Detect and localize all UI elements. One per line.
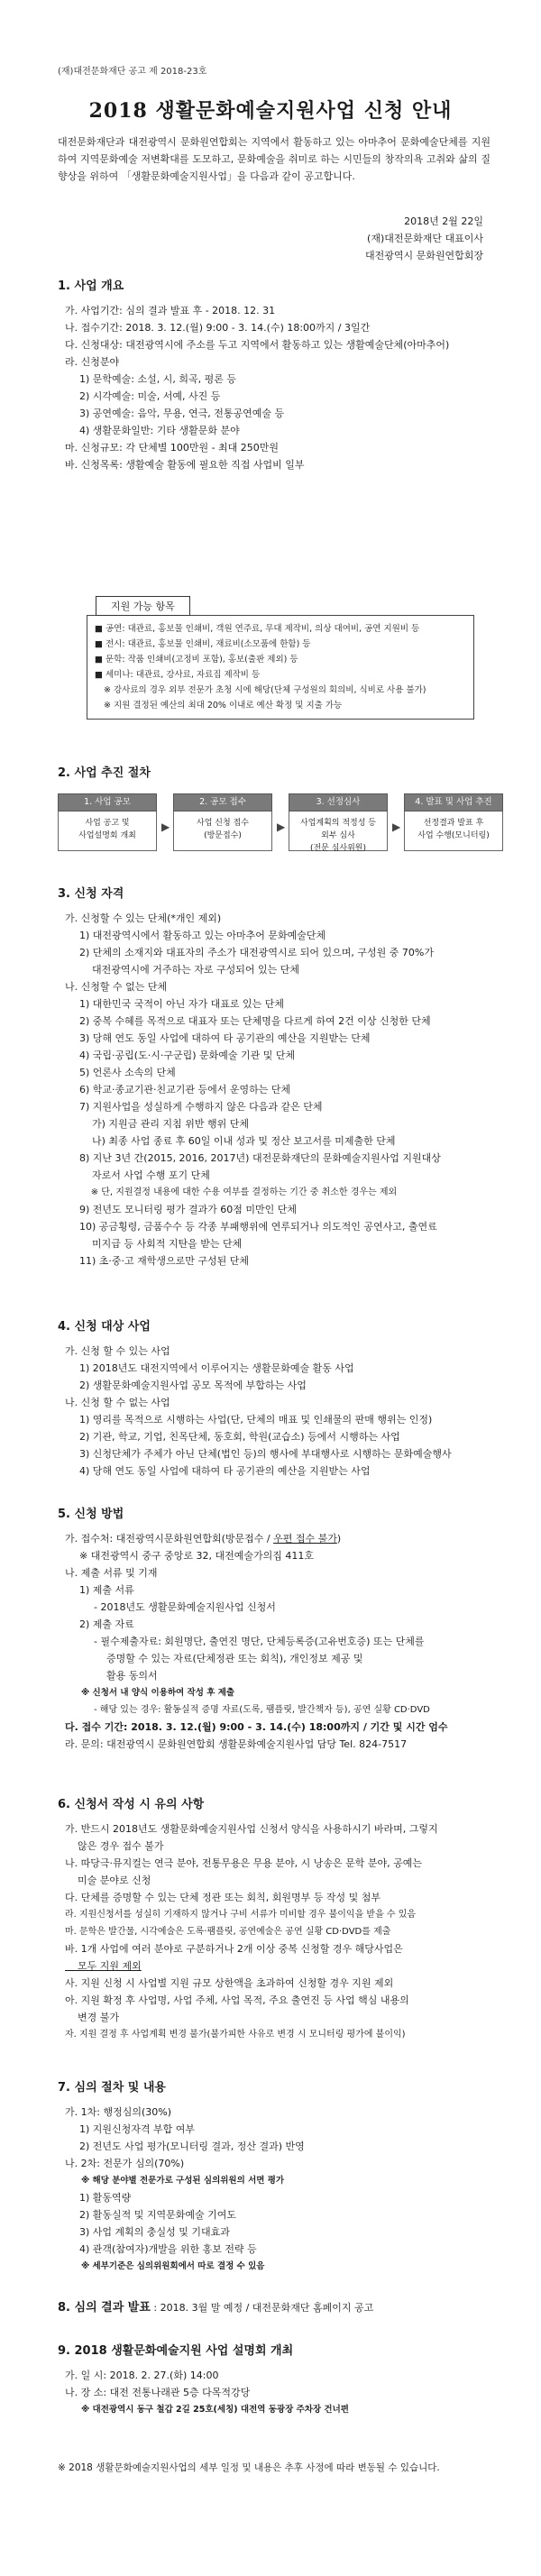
- list-item: 5) 언론사 소속의 단체: [79, 1067, 176, 1078]
- support-items-box: [87, 595, 474, 720]
- section-title: 4. 신청 대상 사업: [58, 1320, 151, 1334]
- support-items-list: [87, 615, 474, 720]
- step-body: 사업 공고 및 사업설명회 개최: [58, 811, 157, 851]
- list-item: ■ 세미나: 대관료, 강사료, 자료집 제작비 등: [95, 670, 261, 680]
- list-item: ■ 문학: 작품 인쇄비(고정비 포함), 홍보(출판 제외) 등: [95, 655, 298, 665]
- section-cautions: [58, 1796, 500, 2043]
- list-item: 가. 신청 할 수 있는 사업: [65, 1345, 170, 1357]
- list-item: 1) 영리를 목적으로 시행하는 사업(단, 단체의 매표 및 인쇄물의 판매 행위는 인정): [79, 1414, 433, 1426]
- list-item: 4) 생활문화일반: 기타 생활문화 분야: [79, 425, 240, 436]
- list-item: 바. 1개 사업에 여러 분야로 구분하거나 2개 이상 중복 신청할 경우 해당사업은: [65, 1943, 403, 1955]
- list-item: 2) 중복 수혜를 목적으로 대표자 또는 단체명을 다르게 하여 2건 이상 신청한 단체: [79, 1015, 431, 1027]
- list-item: 증명할 수 있는 자료(단체정관 또는 회칙), 개인정보 제공 및: [94, 1653, 363, 1664]
- list-item: 3) 사업 계획의 충실성 및 기대효과: [79, 2226, 230, 2238]
- list-item: 나. 2차: 전문가 심의(70%): [65, 2158, 185, 2169]
- list-item: 다. 단체를 증명할 수 있는 단체 정관 또는 회칙, 회원명부 등 작성 및 첨부: [65, 1892, 381, 1903]
- list-item: 가) 지원금 관리 지침 위반 행위 단체: [79, 1118, 250, 1130]
- list-item: 2) 생활문화예술지원사업 공모 목적에 부합하는 사업: [79, 1380, 307, 1391]
- list-item: 2) 시각예술: 미술, 서예, 사진 등: [79, 390, 221, 402]
- footer-note: ※ 2018 생활문화예술지원사업의 세부 일정 및 내용은 추후 사정에 따라 변동될 수 있습니다.: [58, 2462, 440, 2473]
- list-item: 나. 제출 서류 및 기재: [65, 1567, 158, 1579]
- list-item: 가. 반드시 2018년도 생활문화예술지원사업 신청서 양식을 사용하시기 바라며, 그렇지: [65, 1823, 438, 1835]
- list-item: 나. 따당극·뮤지컬는 연극 분야, 전통무용은 무용 분야, 시 낭송은 문학 분야, 공예는: [65, 1857, 422, 1869]
- intro-paragraph: 대전문화재단과 대전광역시 문화원연합회는 지역에서 활동하고 있는 아마추어 문화예술단체를 지원하여 지역문화예술 저변확대를 도모하고, 문화예술을 취미로 하는 시민들의 창작의욕 고취와 삶의 질 향상을 위하여 「생활문화예술지원사업」을 다음과 같이 공고합니다.: [58, 136, 491, 182]
- list-item: 1) 활동역량: [79, 2192, 132, 2204]
- step-header: 2. 공모 접수: [173, 793, 272, 811]
- list-item: 2) 단체의 소재지와 대표자의 주소가 대전광역시로 되어 있으며, 구성원 중 70%가: [79, 947, 434, 958]
- list-item: 모두 지원 제외: [65, 1960, 142, 1972]
- list-item: - 해당 있는 경우: 활동실적 증명 자료(도록, 팸플릿, 발간책자 등), 공연 실황 CD·DVD: [94, 1705, 430, 1715]
- page-title: 2018 생활문화예술지원사업 신청 안내: [88, 99, 453, 123]
- list-item: 2) 활동실적 및 지역문화예술 기여도: [79, 2209, 237, 2221]
- list-item: 2) 제출 자료: [79, 1618, 134, 1630]
- section-briefing: [58, 2342, 500, 2418]
- review-note: ※ 세부기준은 심의위원회에서 따로 결정 수 있음: [81, 2261, 265, 2271]
- section-title: 9. 2018 생활문화예술지원 사업 설명회 개최: [58, 2344, 294, 2358]
- contact-info: 라. 문의: 대전광역시 문화원연합회 생활문화예술지원사업 담당 Tel. 824-7517: [65, 1738, 408, 1750]
- section-title: 8. 심의 결과 발표: [58, 2301, 151, 2315]
- support-box-tag: 지원 가능 항목: [96, 596, 190, 616]
- list-item: 1) 문학예술: 소설, 시, 희곡, 평론 등: [79, 373, 236, 385]
- list-item: ※ 강사료의 경우 외부 전문가 초청 시에 해당(단체 구성원의 회의비, 식비로 사용 불가): [104, 685, 426, 695]
- list-item: - 2018년도 생활문화예술지원사업 신청서: [94, 1601, 276, 1613]
- step-header: 1. 사업 공모: [58, 793, 157, 811]
- list-item: 대전광역시에 거주하는 자로 구성되어 있는 단체: [79, 964, 300, 976]
- section-title: 2. 사업 추진 절차: [58, 766, 151, 780]
- list-item: 나. 장 소: 대전 전통나래관 5층 다목적강당: [65, 2387, 251, 2398]
- paren-close: ): [336, 1533, 342, 1545]
- section-application-method: [58, 1506, 500, 1753]
- list-item: 3) 신청단체가 주체가 아닌 단체(법인 등)의 행사에 부대행사로 시행하는 문화예술행사: [79, 1448, 452, 1460]
- step-header: 3. 선정심사: [289, 793, 388, 811]
- section-review: [58, 2079, 500, 2275]
- list-item: 미지급 등 사회적 지탄을 받는 단체: [79, 1238, 243, 1250]
- list-item: 1) 제출 서류: [79, 1584, 134, 1596]
- list-item: - 필수제출자료: 회원명단, 출연진 명단, 단체등록증(고유번호증) 또는 단체를: [94, 1636, 425, 1647]
- list-item: 마. 신청규모: 각 단체별 100만원 - 최대 250만원: [65, 442, 280, 454]
- submission-place: 가. 접수처: 대전광역시문화원연합회(방문접수 /: [65, 1533, 274, 1545]
- section-title: 1. 사업 개요: [58, 280, 124, 293]
- list-item: 바. 신청목록: 생활예술 활동에 필요한 직접 사업비 일부: [65, 459, 305, 471]
- issuer-org-2: 대전광역시 문화원연합회장: [364, 250, 483, 261]
- list-item: 3) 당해 연도 동일 사업에 대하여 타 공기관의 예산을 지원받는 단체: [79, 1032, 371, 1044]
- list-item: 3) 공연예술: 음악, 무용, 연극, 전통공연예술 등: [79, 408, 285, 419]
- address-note: ※ 대전광역시 중구 중앙로 32, 대전예술가의집 411호: [79, 1550, 314, 1562]
- list-item: 11) 초·중·고 재학생으로만 구성된 단체: [79, 1255, 250, 1267]
- venue-note: ※ 대전광역시 동구 철갑 2길 25호(세칭) 대전역 동광장 주차장 건너편: [81, 2405, 349, 2415]
- list-item: 라. 신청분야: [65, 356, 120, 368]
- notice-date: 2018년 2월 22일: [404, 215, 483, 227]
- section-eligible-projects: [58, 1318, 500, 1480]
- section-title: 3. 신청 자격: [58, 887, 124, 901]
- list-item: ■ 전시: 대관료, 홍보물 인쇄비, 재료비(소모품에 한함) 등: [95, 639, 311, 649]
- submission-period: 다. 접수 기간: 2018. 3. 12.(월) 9:00 - 3. 14.(수) 18:00까지 / 기간 및 시간 엄수: [65, 1721, 448, 1733]
- list-item: 1) 대전광역시에서 활동하고 있는 아마추어 문화예술단체: [79, 930, 326, 941]
- list-item: ■ 공연: 대관료, 홍보물 인쇄비, 객원 연주료, 무대 제작비, 의상 대여비, 공연 지원비 등: [95, 624, 420, 634]
- section-overview: [58, 278, 500, 473]
- list-item: 1) 지원신청자격 부합 여부: [79, 2123, 196, 2135]
- document-code: (재)대전문화재단 공고 제 2018-23호: [58, 67, 207, 77]
- step-header: 4. 발표 및 사업 추진: [404, 793, 503, 811]
- list-item: ※ 단, 지원결정 내용에 대한 수용 여부를 결정하는 기간 중 취소한 경우는 제외: [79, 1187, 398, 1197]
- list-item: 가. 일 시: 2018. 2. 27.(화) 14:00: [65, 2370, 219, 2381]
- list-item: 1) 대한민국 국적이 아닌 자가 대표로 있는 단체: [79, 998, 285, 1010]
- section-result: [58, 2299, 500, 2316]
- result-announcement: : 2018. 3월 말 예정 / 대전문화재단 홈페이지 공고: [153, 2302, 374, 2314]
- list-item: 가. 사업기간: 심의 결과 발표 후 - 2018. 12. 31: [65, 305, 276, 316]
- list-item: 아. 지원 확정 후 사업명, 사업 주체, 사업 목적, 주요 출연진 등 사업 핵심 내용의: [65, 1994, 409, 2006]
- list-item: 미술 분야로 신청: [65, 1875, 151, 1886]
- review-note: ※ 해당 분야별 전문가로 구성된 심의위원의 서면 평가: [81, 2176, 285, 2186]
- list-item: 가. 1차: 행정심의(30%): [65, 2106, 171, 2118]
- issuer-org-1: (재)대전문화재단 대표이사: [367, 233, 483, 244]
- list-item: 사. 지원 신청 시 사업별 지원 규모 상한액을 초과하여 신청할 경우 지원 제외: [65, 1977, 394, 1989]
- process-steps: [58, 793, 500, 866]
- process-step: [289, 793, 388, 851]
- list-item: 나. 신청 할 수 없는 사업: [65, 1397, 170, 1408]
- arrow-right-icon: ▶: [161, 820, 170, 833]
- section-title: 7. 심의 절차 및 내용: [58, 2081, 166, 2095]
- list-item: 나) 최종 사업 종료 후 60일 이내 성과 및 정산 보고서를 미제출한 단체: [79, 1135, 396, 1147]
- section-eligibility: [58, 885, 500, 1270]
- list-item: 7) 지원사업을 성실하게 수행하지 않은 다음과 같은 단체: [79, 1101, 323, 1113]
- no-mail-notice: 우편 접수 불가: [273, 1533, 337, 1545]
- section-title: 5. 신청 방법: [58, 1508, 124, 1521]
- arrow-right-icon: ▶: [277, 820, 286, 833]
- list-item: 가. 신청할 수 있는 단체(*개인 제외): [65, 912, 222, 924]
- list-item: 4) 국립·공립(도·시·구군립) 문화예술 기관 및 단체: [79, 1050, 296, 1061]
- list-item: 2) 기관, 학교, 기업, 친목단체, 동호회, 학원(교습소) 등에서 시행하는 사업: [79, 1431, 400, 1443]
- section-title: 6. 신청서 작성 시 유의 사항: [58, 1798, 205, 1811]
- arrow-right-icon: ▶: [392, 820, 401, 833]
- list-item: 라. 지원신청서를 성실히 기재하지 않거나 구비 서류가 미비할 경우 불이익을 받을 수 있음: [65, 1910, 417, 1920]
- list-item: 4) 당해 연도 동일 사업에 대하여 타 공기관의 예산을 지원받는 사업: [79, 1465, 371, 1477]
- list-item: 4) 관객(참여자)개발을 위한 홍보 전략 등: [79, 2243, 257, 2255]
- list-item: 10) 공금횡령, 금품수수 등 각종 부패행위에 연루되거나 의도적인 공연사고, 출연료: [79, 1221, 437, 1233]
- process-step: [58, 793, 157, 851]
- list-item: 1) 2018년도 대전지역에서 이루어지는 생활문화예술 활동 사업: [79, 1362, 354, 1374]
- date-signature-block: [365, 213, 483, 264]
- list-item: 9) 전년도 모니터링 평가 결과가 60점 미만인 단체: [79, 1204, 298, 1215]
- list-item: 나. 접수기간: 2018. 3. 12.(월) 9:00 - 3. 14.(수) 18:00까지 / 3일간: [65, 322, 371, 334]
- list-item: 2) 전년도 사업 평가(모니터링 결과, 정산 결과) 반영: [79, 2141, 305, 2152]
- step-body: 사업 신청 접수 (방문접수): [173, 811, 272, 851]
- list-item: 활용 동의서: [94, 1670, 158, 1682]
- form-note: ※ 신청서 내 양식 이용하여 작성 후 제출: [81, 1688, 235, 1698]
- step-body: 선정결과 발표 후 사업 수행(모니터링): [404, 811, 503, 851]
- list-item: 마. 문학은 발간물, 시각예술은 도록·팸플릿, 공연예술은 공연 실황 CD·DVD를 제출: [65, 1927, 391, 1937]
- list-item: 6) 학교·종교기관·친교기관 등에서 운영하는 단체: [79, 1084, 291, 1095]
- list-item: 변경 불가: [65, 2012, 120, 2023]
- process-step: [173, 793, 272, 851]
- list-item: [58, 1530, 500, 1547]
- process-step: [404, 793, 503, 851]
- list-item: 자. 지원 결정 후 사업계획 변경 불가(불가피한 사유로 변경 시 모니터링 평가에 불이익): [65, 2030, 406, 2040]
- step-body: 사업계획의 적정성 등 외부 심사 (전문 심사위원): [289, 811, 388, 851]
- list-item: ※ 지원 결정된 예산의 최대 20% 이내로 예산 확정 및 지출 가능: [104, 701, 343, 710]
- list-item: 다. 신청대상: 대전광역시에 주소를 두고 지역에서 활동하고 있는 생활예술단체(아마추어): [65, 339, 450, 351]
- list-item: 나. 신청할 수 없는 단체: [65, 981, 168, 993]
- list-item: 8) 지난 3년 간(2015, 2016, 2017년) 대전문화재단의 문화예술지원사업 지원대상: [79, 1152, 441, 1164]
- list-item: 않은 경우 접수 불가: [65, 1840, 164, 1852]
- section-process-title: [58, 765, 500, 789]
- list-item: 자로서 사업 수행 포기 단체: [79, 1169, 210, 1181]
